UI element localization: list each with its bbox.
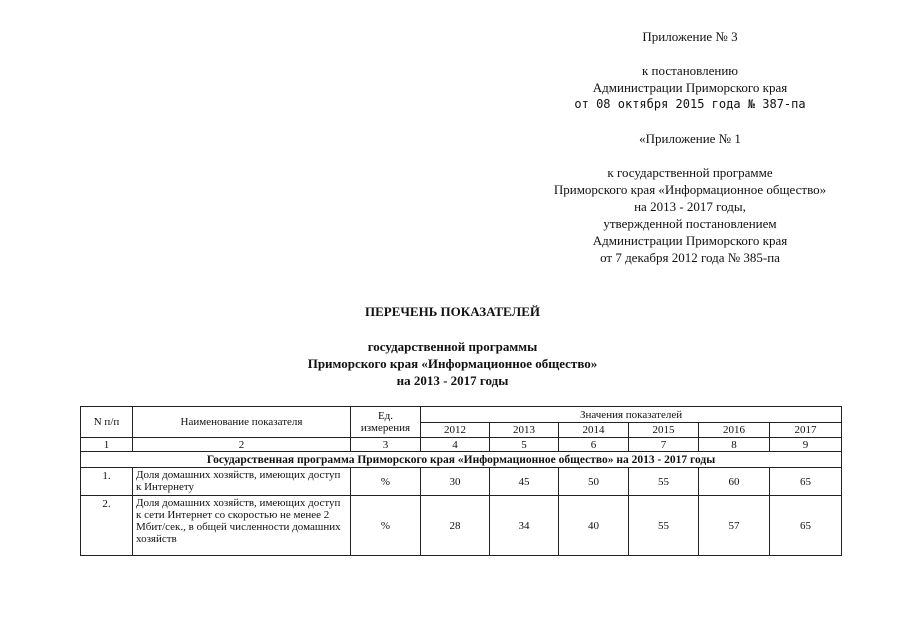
table-row	[81, 468, 842, 496]
row-value: 55	[629, 468, 699, 496]
header-unit: Ед. измерения	[351, 407, 421, 438]
program-line-2: Приморского края «Информационное общество»	[553, 182, 827, 197]
year-2017: 2017	[770, 423, 842, 438]
row-value: 28	[421, 496, 490, 556]
col-number: 8	[699, 438, 770, 452]
header-values: Значения показателей	[421, 407, 842, 423]
appendix-title: Приложение № 3	[642, 29, 738, 44]
administration-line-2: Администрации Приморского края	[592, 233, 788, 248]
appendix-header	[540, 28, 840, 266]
approved-line: утвержденной постановлением	[603, 216, 777, 231]
row-value: 40	[559, 496, 629, 556]
row-num: 2.	[81, 496, 133, 556]
program-line-1: к государственной программе	[607, 165, 773, 180]
col-number: 1	[81, 438, 133, 452]
year-2016: 2016	[699, 423, 770, 438]
row-name: Доля домашних хозяйств, имеющих доступ к сети Интернет со скоростью не менее 2 Мбит/сек., в общей численности домашних хозяйств	[133, 496, 351, 556]
column-number-row	[81, 438, 842, 452]
resolution-date-line: от 08 октября 2015 года № 387-па	[574, 97, 806, 111]
col-number: 2	[133, 438, 351, 452]
original-appendix-line: «Приложение № 1	[639, 131, 741, 146]
col-number: 5	[490, 438, 559, 452]
program-line-3: на 2013 - 2017 годы,	[634, 199, 746, 214]
table-row	[81, 496, 842, 556]
document-title: ПЕРЕЧЕНЬ ПОКАЗАТЕЛЕЙ	[364, 304, 541, 319]
year-2014: 2014	[559, 423, 629, 438]
subtitle-line-2: Приморского края «Информационное общество»	[307, 356, 598, 371]
subtitle-line-1: государственной программы	[367, 339, 538, 354]
year-2012: 2012	[421, 423, 490, 438]
row-unit: %	[351, 496, 421, 556]
resolution-to-line: к постановлению	[641, 63, 739, 78]
administration-line: Администрации Приморского края	[592, 80, 788, 95]
row-value: 65	[770, 496, 842, 556]
subtitle-line-3: на 2013 - 2017 годы	[396, 373, 509, 388]
year-2015: 2015	[629, 423, 699, 438]
year-2013: 2013	[490, 423, 559, 438]
row-value: 45	[490, 468, 559, 496]
row-value: 60	[699, 468, 770, 496]
col-number: 3	[351, 438, 421, 452]
document-subtitle	[0, 338, 905, 389]
row-value: 57	[699, 496, 770, 556]
col-number: 7	[629, 438, 699, 452]
row-value: 65	[770, 468, 842, 496]
indicators-table	[80, 406, 842, 556]
row-value: 55	[629, 496, 699, 556]
row-value: 34	[490, 496, 559, 556]
col-number: 9	[770, 438, 842, 452]
section-title: Государственная программа Приморского края «Информационное общество» на 2013 - 2017 годы	[81, 452, 842, 468]
row-value: 50	[559, 468, 629, 496]
row-value: 30	[421, 468, 490, 496]
header-num: N п/п	[81, 407, 133, 438]
approval-date-line: от 7 декабря 2012 года № 385-па	[600, 250, 780, 265]
row-name: Доля домашних хозяйств, имеющих доступ к Интернету	[133, 468, 351, 496]
header-name: Наименование показателя	[133, 407, 351, 438]
row-num: 1.	[81, 468, 133, 496]
col-number: 4	[421, 438, 490, 452]
row-unit: %	[351, 468, 421, 496]
col-number: 6	[559, 438, 629, 452]
